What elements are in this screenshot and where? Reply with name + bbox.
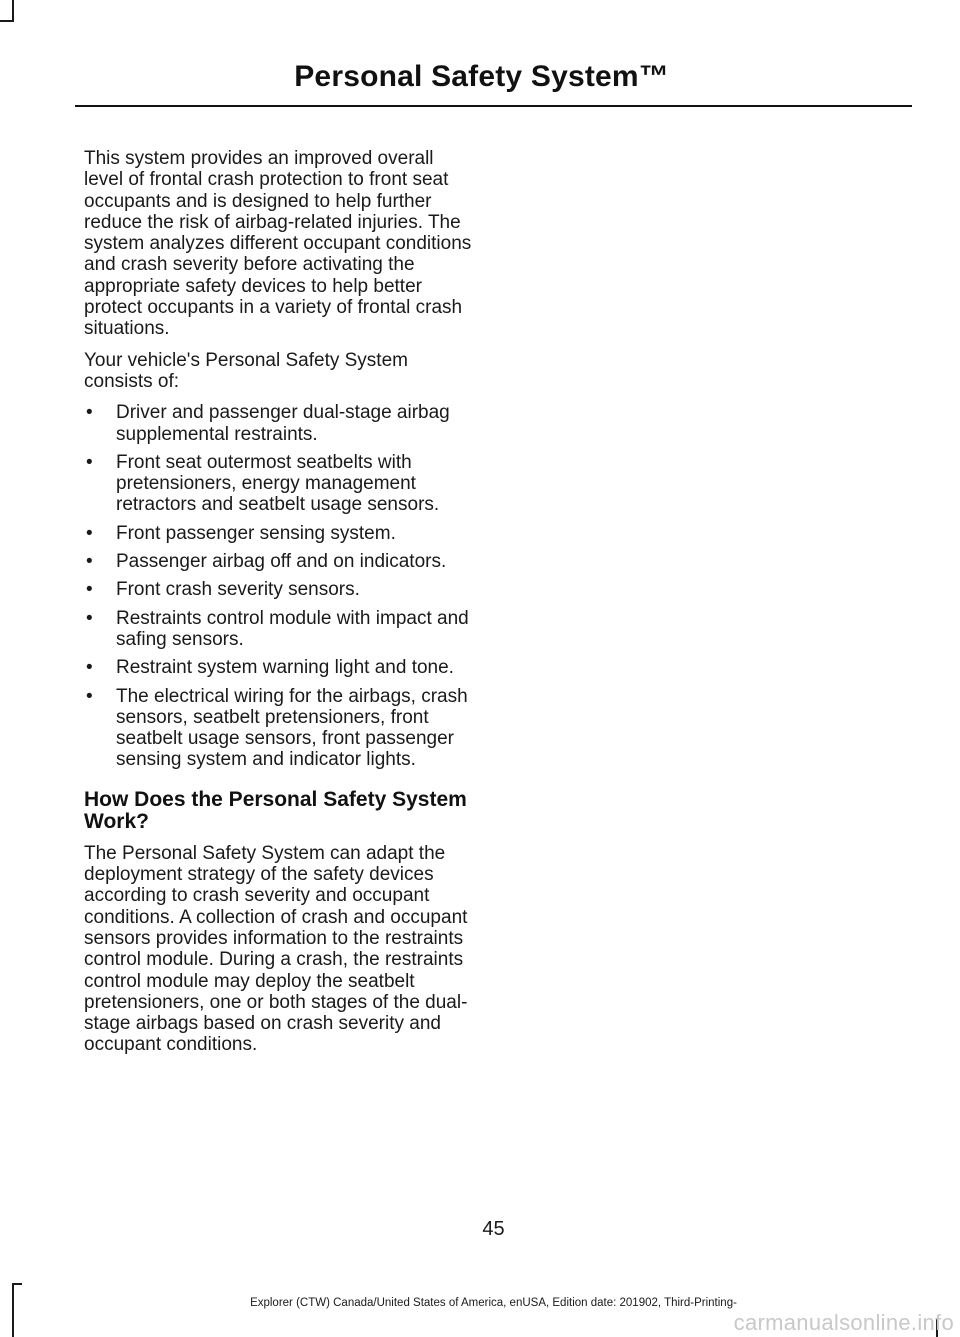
header-divider <box>75 105 912 107</box>
list-item <box>84 686 476 771</box>
list-item-text: Restraint system warning light and tone. <box>116 657 454 679</box>
bullet-icon: • <box>86 685 93 707</box>
edition-footer: Explorer (CTW) Canada/United States of America, enUSA, Edition date: 201902, Third-Printing- <box>250 1297 737 1309</box>
list-item <box>84 452 476 516</box>
list-item-text: The electrical wiring for the airbags, crash sensors, seatbelt pretensioners, front seatbelt usage sensors, front passenger sensing system and indicator lights. <box>116 685 468 771</box>
list-item <box>84 579 476 600</box>
intro-paragraph: This system provides an improved overall level of frontal crash protection to front seat occupants and is designed to help further reduce the risk of airbag-related injuries. The system analyzes different occupant conditions and crash severity before activating the appropriate safety devices to help better protect occupants in a variety of frontal crash situations. <box>84 148 472 340</box>
bullet-icon: • <box>86 402 93 424</box>
bullet-icon: • <box>86 607 93 629</box>
section-paragraph: The Personal Safety System can adapt the deployment strategy of the safety devices according to crash severity and occupant conditions. A collection of crash and occupant sensors provides information to the restraints control module. During a crash, the restraints control module may deploy the seatbelt pretensioners, one or both stages of the dual-stage airbags based on crash severity and occupant conditions. <box>84 842 468 1056</box>
crop-mark-bottom-left-vertical <box>12 1283 14 1337</box>
bullet-icon: • <box>86 657 93 679</box>
list-item-text: Driver and passenger dual-stage airbag supplemental restraints. <box>116 402 450 445</box>
bullet-icon: • <box>86 451 93 473</box>
list-item <box>84 402 476 445</box>
list-item <box>84 523 476 544</box>
section-heading: How Does the Personal Safety System Work? <box>84 787 467 833</box>
components-intro: Your vehicle's Personal Safety System consists of: <box>84 349 408 392</box>
crop-mark-top-left-vertical <box>12 0 14 22</box>
components-list <box>84 402 476 770</box>
page-number: 45 <box>482 1218 505 1240</box>
crop-mark-bottom-left-horizontal <box>12 1283 22 1285</box>
page-title: Personal Safety System™ <box>294 60 669 93</box>
list-item <box>84 551 476 572</box>
bullet-icon: • <box>86 579 93 601</box>
bullet-icon: • <box>86 522 93 544</box>
watermark: carmanualsonline.info <box>733 1310 954 1335</box>
list-item-text: Front passenger sensing system. <box>116 522 396 544</box>
list-item <box>84 608 476 651</box>
content-column <box>84 148 476 1066</box>
list-item <box>84 657 476 678</box>
bullet-icon: • <box>86 551 93 573</box>
list-item-text: Front seat outermost seatbelts with pretensioners, energy management retractors and seatbelt usage sensors. <box>116 451 440 516</box>
list-item-text: Passenger airbag off and on indicators. <box>116 551 447 573</box>
list-item-text: Front crash severity sensors. <box>116 579 360 601</box>
list-item-text: Restraints control module with impact and safing sensors. <box>116 607 469 650</box>
crop-mark-top-left-horizontal <box>0 20 14 22</box>
